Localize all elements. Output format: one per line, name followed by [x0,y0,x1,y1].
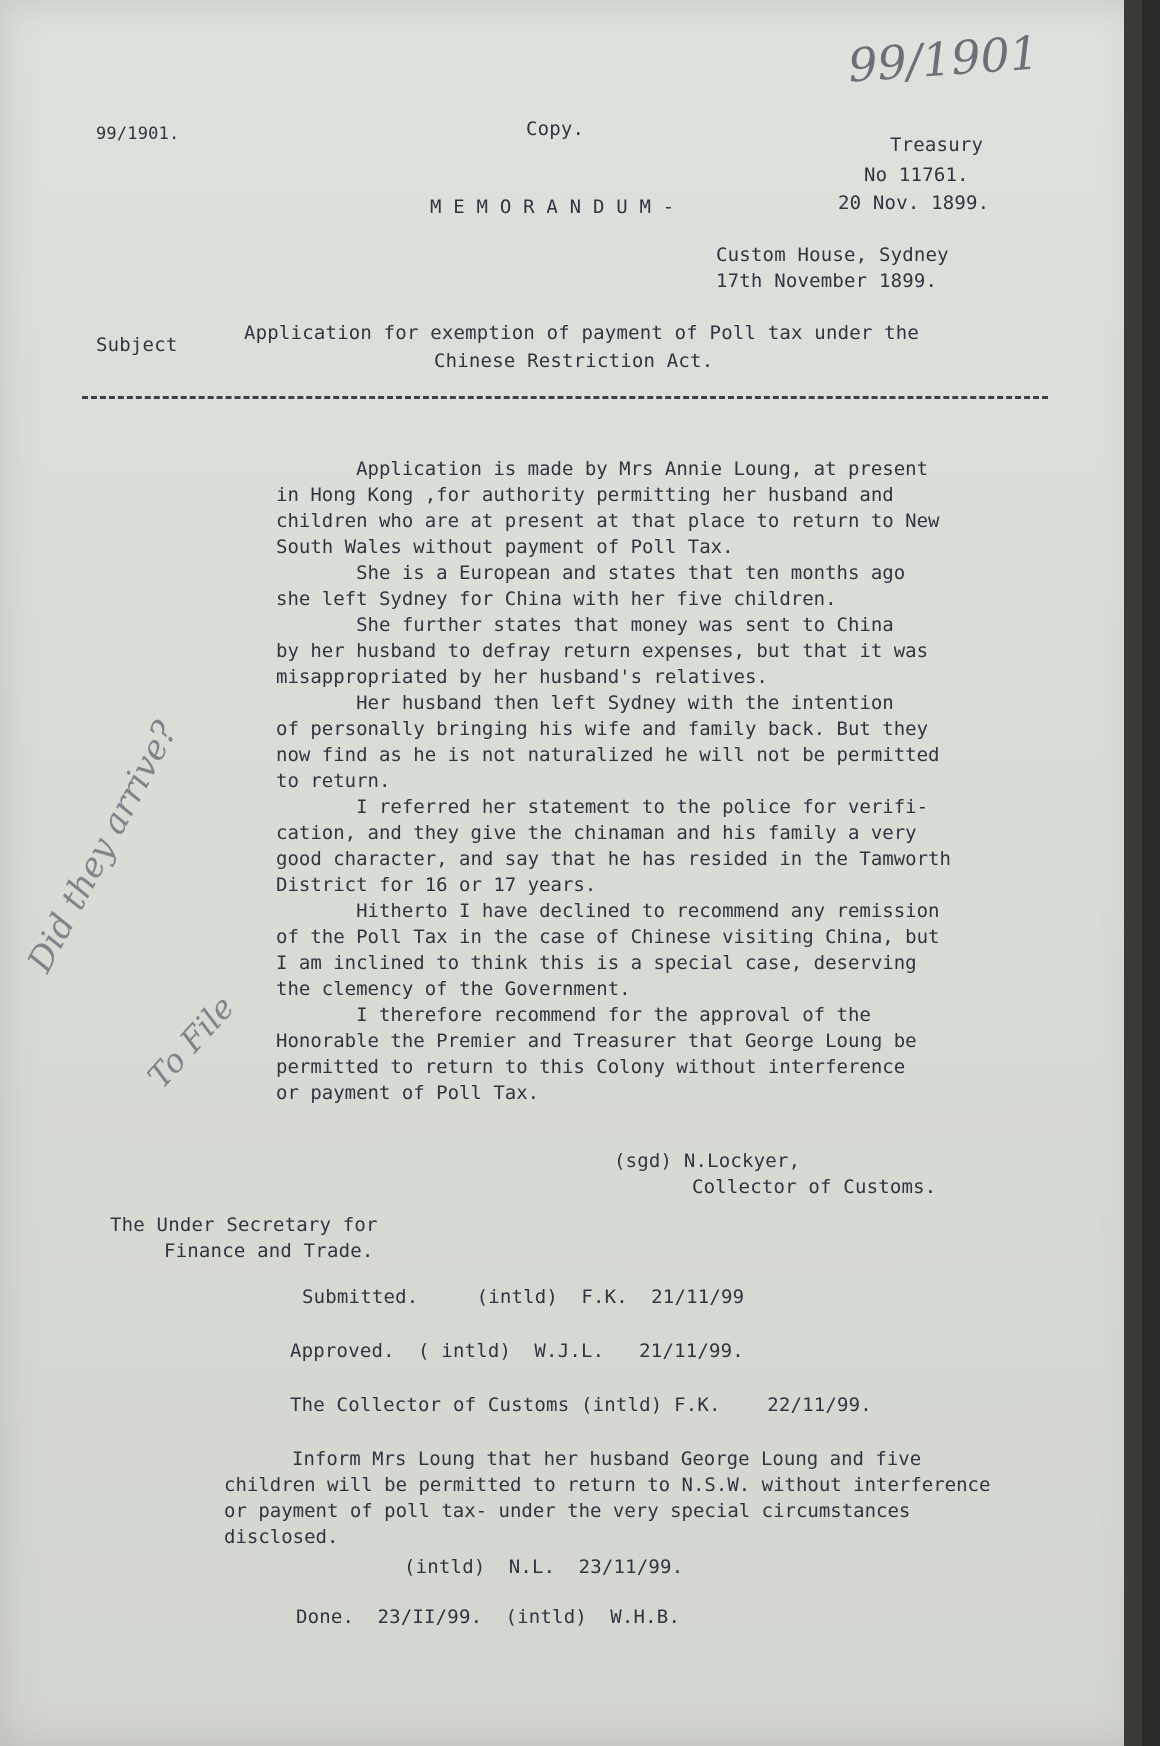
body-line: children who are at present at that place to return to New [276,510,940,532]
body-line: She is a European and states that ten months ago [276,562,906,584]
addressee-line-2: Finance and Trade. [164,1240,374,1262]
subject-line-1: Application for exemption of payment of Poll tax under the [244,322,920,344]
instruction-line: children will be permitted to return to N.S.W. without interference [224,1474,991,1496]
body-line: Honorable the Premier and Treasurer that George Loung be [276,1030,917,1052]
body-line: She further states that money was sent to China [276,614,894,636]
instruction-line: or payment of poll tax- under the very special circumstances [224,1500,911,1522]
left-reference: 99/1901. [96,124,180,144]
body-line: now find as he is not naturalized he will not be permitted [276,744,940,766]
margin-note-question: Did they arrive? [20,714,186,979]
body-line: misappropriated by her husband's relatives. [276,666,768,688]
body-line: good character, and say that he has resided in the Tamworth [276,848,951,870]
body-line: I am inclined to think this is a special case, deserving [276,952,917,974]
body-line: Her husband then left Sydney with the intention [276,692,894,714]
location-line-1: Custom House, Sydney [716,244,949,266]
signature-title: Collector of Customs. [692,1176,937,1198]
body-line: by her husband to defray return expenses, but that it was [276,640,929,662]
body-line: or payment of Poll Tax. [276,1082,540,1104]
addressee-line-1: The Under Secretary for [110,1214,378,1236]
signature-line: (sgd) N.Lockyer, [614,1150,801,1172]
body-line: I therefore recommend for the approval of the [276,1004,871,1026]
handwritten-file-number: 99/1901 [846,25,1041,93]
endorsement-approved: Approved. ( intld) W.J.L. 21/11/99. [290,1340,744,1362]
done-line: Done. 23/II/99. (intld) W.H.B. [296,1606,681,1628]
body-line: I referred her statement to the police for verifi- [276,796,929,818]
memorandum-title: M E M O R A N D U M - [430,196,675,218]
body-line: South Wales without payment of Poll Tax. [276,536,734,558]
copy-label: Copy. [526,118,585,140]
body-line: the clemency of the Government. [276,978,631,1000]
body-line: in Hong Kong ,for authority permitting her husband and [276,484,894,506]
treasury-stamp-line-3: 20 Nov. 1899. [838,192,990,214]
instruction-line: Inform Mrs Loung that her husband George Loung and five [292,1448,922,1470]
location-line-2: 17th November 1899. [716,270,938,292]
subject-label: Subject [96,334,178,356]
body-line: to return. [276,770,391,792]
page-edge [1124,0,1142,1746]
endorsement-submitted: Submitted. (intld) F.K. 21/11/99 [302,1286,745,1308]
treasury-stamp-line-2: No 11761. [864,164,969,186]
memo-body [276,456,1116,1106]
divider-rule [82,396,1048,399]
body-line: permitted to return to this Colony without interference [276,1056,906,1078]
body-line: Hitherto I have declined to recommend any remission [276,900,940,922]
endorsement-collector: The Collector of Customs (intld) F.K. 22/11/99. [290,1394,872,1416]
body-line: of personally bringing his wife and family back. But they [276,718,929,740]
body-line: of the Poll Tax in the case of Chinese visiting China, but [276,926,940,948]
body-line: District for 16 or 17 years. [276,874,597,896]
margin-note-file: To File [140,988,242,1096]
body-line: cation, and they give the chinaman and his family a very [276,822,917,844]
body-line: Application is made by Mrs Annie Loung, at present [276,458,929,480]
final-initials: (intld) N.L. 23/11/99. [404,1556,684,1578]
instruction-line: disclosed. [224,1526,339,1548]
subject-line-2: Chinese Restriction Act. [434,350,714,372]
body-line: she left Sydney for China with her five children. [276,588,837,610]
final-instruction [224,1446,1124,1550]
treasury-stamp-line-1: Treasury [890,134,984,156]
